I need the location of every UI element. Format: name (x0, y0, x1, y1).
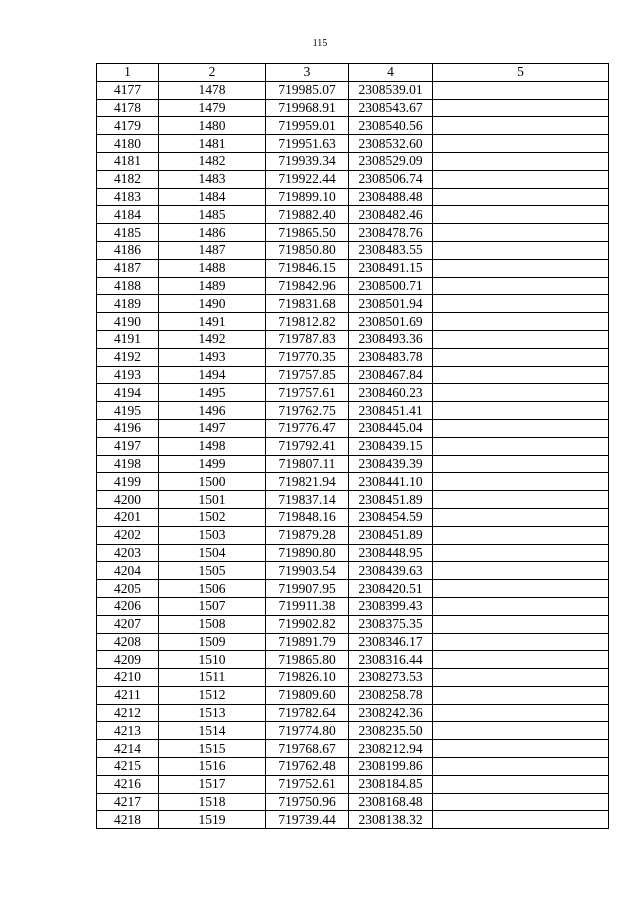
table-row (97, 206, 609, 224)
x-coordinate-cell: 719757.85 (266, 366, 349, 384)
note-cell (433, 651, 609, 669)
x-coordinate-cell: 719770.35 (266, 348, 349, 366)
point-number-cell: 4201 (97, 508, 159, 526)
table-row (97, 508, 609, 526)
x-coordinate-cell: 719787.83 (266, 330, 349, 348)
table-row (97, 758, 609, 776)
note-cell (433, 330, 609, 348)
point-number-cell: 4190 (97, 313, 159, 331)
x-coordinate-cell: 719776.47 (266, 419, 349, 437)
page-number: 115 (312, 38, 328, 49)
y-coordinate-cell: 2308212.94 (349, 740, 433, 758)
x-coordinate-cell: 719848.16 (266, 508, 349, 526)
sequence-number-cell: 1509 (159, 633, 266, 651)
point-number-cell: 4181 (97, 152, 159, 170)
x-coordinate-cell: 719846.15 (266, 259, 349, 277)
x-coordinate-cell: 719968.91 (266, 99, 349, 117)
sequence-number-cell: 1496 (159, 402, 266, 420)
x-coordinate-cell: 719807.11 (266, 455, 349, 473)
note-cell (433, 597, 609, 615)
table-row (97, 259, 609, 277)
x-coordinate-cell: 719768.67 (266, 740, 349, 758)
y-coordinate-cell: 2308420.51 (349, 580, 433, 598)
table-row (97, 811, 609, 829)
point-number-cell: 4217 (97, 793, 159, 811)
point-number-cell: 4182 (97, 170, 159, 188)
note-cell (433, 241, 609, 259)
table-row (97, 580, 609, 598)
x-coordinate-cell: 719922.44 (266, 170, 349, 188)
sequence-number-cell: 1512 (159, 686, 266, 704)
note-cell (433, 437, 609, 455)
y-coordinate-cell: 2308467.84 (349, 366, 433, 384)
note-cell (433, 206, 609, 224)
x-coordinate-cell: 719752.61 (266, 775, 349, 793)
sequence-number-cell: 1507 (159, 597, 266, 615)
x-coordinate-cell: 719774.80 (266, 722, 349, 740)
note-cell (433, 793, 609, 811)
table-row (97, 188, 609, 206)
y-coordinate-cell: 2308399.43 (349, 597, 433, 615)
sequence-number-cell: 1482 (159, 152, 266, 170)
y-coordinate-cell: 2308501.94 (349, 295, 433, 313)
y-coordinate-cell: 2308532.60 (349, 135, 433, 153)
x-coordinate-cell: 719879.28 (266, 526, 349, 544)
point-number-cell: 4196 (97, 419, 159, 437)
table-row (97, 241, 609, 259)
table-row (97, 686, 609, 704)
note-cell (433, 170, 609, 188)
y-coordinate-cell: 2308506.74 (349, 170, 433, 188)
sequence-number-cell: 1494 (159, 366, 266, 384)
x-coordinate-cell: 719907.95 (266, 580, 349, 598)
y-coordinate-cell: 2308439.15 (349, 437, 433, 455)
sequence-number-cell: 1485 (159, 206, 266, 224)
sequence-number-cell: 1487 (159, 241, 266, 259)
y-coordinate-cell: 2308454.59 (349, 508, 433, 526)
note-cell (433, 615, 609, 633)
table-row (97, 170, 609, 188)
point-number-cell: 4180 (97, 135, 159, 153)
note-cell (433, 81, 609, 99)
table-row (97, 651, 609, 669)
note-cell (433, 419, 609, 437)
y-coordinate-cell: 2308235.50 (349, 722, 433, 740)
table-row (97, 366, 609, 384)
coordinates-table (96, 63, 609, 829)
note-cell (433, 491, 609, 509)
table-row (97, 277, 609, 295)
note-cell (433, 366, 609, 384)
table-row (97, 562, 609, 580)
x-coordinate-cell: 719865.50 (266, 224, 349, 242)
column-header-1: 1 (97, 64, 159, 82)
x-coordinate-cell: 719842.96 (266, 277, 349, 295)
y-coordinate-cell: 2308184.85 (349, 775, 433, 793)
point-number-cell: 4209 (97, 651, 159, 669)
x-coordinate-cell: 719809.60 (266, 686, 349, 704)
y-coordinate-cell: 2308316.44 (349, 651, 433, 669)
note-cell (433, 580, 609, 598)
column-header-4: 4 (349, 64, 433, 82)
point-number-cell: 4208 (97, 633, 159, 651)
point-number-cell: 4177 (97, 81, 159, 99)
table-row (97, 81, 609, 99)
note-cell (433, 259, 609, 277)
y-coordinate-cell: 2308543.67 (349, 99, 433, 117)
column-header-3: 3 (266, 64, 349, 82)
table-row (97, 402, 609, 420)
x-coordinate-cell: 719812.82 (266, 313, 349, 331)
y-coordinate-cell: 2308258.78 (349, 686, 433, 704)
point-number-cell: 4195 (97, 402, 159, 420)
y-coordinate-cell: 2308441.10 (349, 473, 433, 491)
note-cell (433, 633, 609, 651)
note-cell (433, 669, 609, 687)
table-row (97, 615, 609, 633)
sequence-number-cell: 1493 (159, 348, 266, 366)
sequence-number-cell: 1480 (159, 117, 266, 135)
note-cell (433, 295, 609, 313)
note-cell (433, 722, 609, 740)
sequence-number-cell: 1518 (159, 793, 266, 811)
x-coordinate-cell: 719865.80 (266, 651, 349, 669)
note-cell (433, 740, 609, 758)
table-row (97, 99, 609, 117)
point-number-cell: 4216 (97, 775, 159, 793)
note-cell (433, 384, 609, 402)
y-coordinate-cell: 2308448.95 (349, 544, 433, 562)
table-row (97, 669, 609, 687)
table-row (97, 633, 609, 651)
point-number-cell: 4198 (97, 455, 159, 473)
x-coordinate-cell: 719750.96 (266, 793, 349, 811)
note-cell (433, 544, 609, 562)
x-coordinate-cell: 719782.64 (266, 704, 349, 722)
sequence-number-cell: 1519 (159, 811, 266, 829)
point-number-cell: 4193 (97, 366, 159, 384)
table-header (97, 64, 609, 82)
point-number-cell: 4213 (97, 722, 159, 740)
x-coordinate-cell: 719890.80 (266, 544, 349, 562)
table-row (97, 526, 609, 544)
point-number-cell: 4188 (97, 277, 159, 295)
note-cell (433, 313, 609, 331)
note-cell (433, 348, 609, 366)
point-number-cell: 4202 (97, 526, 159, 544)
sequence-number-cell: 1478 (159, 81, 266, 99)
note-cell (433, 704, 609, 722)
x-coordinate-cell: 719826.10 (266, 669, 349, 687)
point-number-cell: 4186 (97, 241, 159, 259)
note-cell (433, 686, 609, 704)
point-number-cell: 4215 (97, 758, 159, 776)
sequence-number-cell: 1499 (159, 455, 266, 473)
table-row (97, 313, 609, 331)
y-coordinate-cell: 2308488.48 (349, 188, 433, 206)
point-number-cell: 4199 (97, 473, 159, 491)
note-cell (433, 188, 609, 206)
sequence-number-cell: 1517 (159, 775, 266, 793)
y-coordinate-cell: 2308482.46 (349, 206, 433, 224)
table-row (97, 224, 609, 242)
column-header-2: 2 (159, 64, 266, 82)
header-row (97, 64, 609, 82)
table-row (97, 473, 609, 491)
x-coordinate-cell: 719850.80 (266, 241, 349, 259)
note-cell (433, 99, 609, 117)
sequence-number-cell: 1491 (159, 313, 266, 331)
point-number-cell: 4203 (97, 544, 159, 562)
y-coordinate-cell: 2308346.17 (349, 633, 433, 651)
y-coordinate-cell: 2308138.32 (349, 811, 433, 829)
x-coordinate-cell: 719951.63 (266, 135, 349, 153)
point-number-cell: 4183 (97, 188, 159, 206)
point-number-cell: 4178 (97, 99, 159, 117)
x-coordinate-cell: 719959.01 (266, 117, 349, 135)
sequence-number-cell: 1504 (159, 544, 266, 562)
table-row (97, 793, 609, 811)
sequence-number-cell: 1500 (159, 473, 266, 491)
sequence-number-cell: 1508 (159, 615, 266, 633)
y-coordinate-cell: 2308483.78 (349, 348, 433, 366)
table-row (97, 437, 609, 455)
table-row (97, 419, 609, 437)
table-row (97, 455, 609, 473)
x-coordinate-cell: 719837.14 (266, 491, 349, 509)
y-coordinate-cell: 2308460.23 (349, 384, 433, 402)
note-cell (433, 473, 609, 491)
point-number-cell: 4214 (97, 740, 159, 758)
point-number-cell: 4191 (97, 330, 159, 348)
y-coordinate-cell: 2308445.04 (349, 419, 433, 437)
sequence-number-cell: 1481 (159, 135, 266, 153)
sequence-number-cell: 1495 (159, 384, 266, 402)
x-coordinate-cell: 719911.38 (266, 597, 349, 615)
sequence-number-cell: 1488 (159, 259, 266, 277)
y-coordinate-cell: 2308483.55 (349, 241, 433, 259)
y-coordinate-cell: 2308199.86 (349, 758, 433, 776)
y-coordinate-cell: 2308451.41 (349, 402, 433, 420)
y-coordinate-cell: 2308540.56 (349, 117, 433, 135)
y-coordinate-cell: 2308439.63 (349, 562, 433, 580)
table-row (97, 117, 609, 135)
point-number-cell: 4192 (97, 348, 159, 366)
point-number-cell: 4207 (97, 615, 159, 633)
sequence-number-cell: 1510 (159, 651, 266, 669)
x-coordinate-cell: 719939.34 (266, 152, 349, 170)
note-cell (433, 811, 609, 829)
y-coordinate-cell: 2308491.15 (349, 259, 433, 277)
sequence-number-cell: 1506 (159, 580, 266, 598)
x-coordinate-cell: 719899.10 (266, 188, 349, 206)
y-coordinate-cell: 2308478.76 (349, 224, 433, 242)
sequence-number-cell: 1516 (159, 758, 266, 776)
point-number-cell: 4218 (97, 811, 159, 829)
sequence-number-cell: 1479 (159, 99, 266, 117)
x-coordinate-cell: 719831.68 (266, 295, 349, 313)
sequence-number-cell: 1490 (159, 295, 266, 313)
note-cell (433, 526, 609, 544)
x-coordinate-cell: 719739.44 (266, 811, 349, 829)
y-coordinate-cell: 2308168.48 (349, 793, 433, 811)
x-coordinate-cell: 719891.79 (266, 633, 349, 651)
table-row (97, 775, 609, 793)
table-row (97, 295, 609, 313)
y-coordinate-cell: 2308451.89 (349, 491, 433, 509)
y-coordinate-cell: 2308539.01 (349, 81, 433, 99)
sequence-number-cell: 1505 (159, 562, 266, 580)
note-cell (433, 758, 609, 776)
y-coordinate-cell: 2308529.09 (349, 152, 433, 170)
x-coordinate-cell: 719985.07 (266, 81, 349, 99)
y-coordinate-cell: 2308500.71 (349, 277, 433, 295)
point-number-cell: 4189 (97, 295, 159, 313)
point-number-cell: 4211 (97, 686, 159, 704)
sequence-number-cell: 1489 (159, 277, 266, 295)
note-cell (433, 152, 609, 170)
table-body (97, 81, 609, 828)
y-coordinate-cell: 2308375.35 (349, 615, 433, 633)
point-number-cell: 4179 (97, 117, 159, 135)
x-coordinate-cell: 719757.61 (266, 384, 349, 402)
point-number-cell: 4197 (97, 437, 159, 455)
table-row (97, 491, 609, 509)
table-row (97, 330, 609, 348)
x-coordinate-cell: 719762.75 (266, 402, 349, 420)
sequence-number-cell: 1497 (159, 419, 266, 437)
table-row (97, 152, 609, 170)
sequence-number-cell: 1503 (159, 526, 266, 544)
y-coordinate-cell: 2308273.53 (349, 669, 433, 687)
note-cell (433, 135, 609, 153)
note-cell (433, 562, 609, 580)
note-cell (433, 455, 609, 473)
sequence-number-cell: 1515 (159, 740, 266, 758)
point-number-cell: 4212 (97, 704, 159, 722)
point-number-cell: 4185 (97, 224, 159, 242)
y-coordinate-cell: 2308493.36 (349, 330, 433, 348)
point-number-cell: 4210 (97, 669, 159, 687)
table-row (97, 722, 609, 740)
table-row (97, 384, 609, 402)
table-row (97, 740, 609, 758)
sequence-number-cell: 1514 (159, 722, 266, 740)
point-number-cell: 4194 (97, 384, 159, 402)
x-coordinate-cell: 719792.41 (266, 437, 349, 455)
table-row (97, 135, 609, 153)
note-cell (433, 224, 609, 242)
x-coordinate-cell: 719821.94 (266, 473, 349, 491)
point-number-cell: 4184 (97, 206, 159, 224)
x-coordinate-cell: 719762.48 (266, 758, 349, 776)
point-number-cell: 4200 (97, 491, 159, 509)
sequence-number-cell: 1492 (159, 330, 266, 348)
table-row (97, 597, 609, 615)
point-number-cell: 4206 (97, 597, 159, 615)
note-cell (433, 117, 609, 135)
table-row (97, 544, 609, 562)
y-coordinate-cell: 2308451.89 (349, 526, 433, 544)
y-coordinate-cell: 2308501.69 (349, 313, 433, 331)
sequence-number-cell: 1483 (159, 170, 266, 188)
sequence-number-cell: 1501 (159, 491, 266, 509)
note-cell (433, 775, 609, 793)
x-coordinate-cell: 719902.82 (266, 615, 349, 633)
sequence-number-cell: 1513 (159, 704, 266, 722)
x-coordinate-cell: 719882.40 (266, 206, 349, 224)
table-row (97, 704, 609, 722)
sequence-number-cell: 1511 (159, 669, 266, 687)
y-coordinate-cell: 2308439.39 (349, 455, 433, 473)
table-row (97, 348, 609, 366)
y-coordinate-cell: 2308242.36 (349, 704, 433, 722)
sequence-number-cell: 1486 (159, 224, 266, 242)
point-number-cell: 4187 (97, 259, 159, 277)
point-number-cell: 4205 (97, 580, 159, 598)
note-cell (433, 402, 609, 420)
x-coordinate-cell: 719903.54 (266, 562, 349, 580)
sequence-number-cell: 1498 (159, 437, 266, 455)
note-cell (433, 277, 609, 295)
point-number-cell: 4204 (97, 562, 159, 580)
sequence-number-cell: 1484 (159, 188, 266, 206)
column-header-5: 5 (433, 64, 609, 82)
note-cell (433, 508, 609, 526)
sequence-number-cell: 1502 (159, 508, 266, 526)
